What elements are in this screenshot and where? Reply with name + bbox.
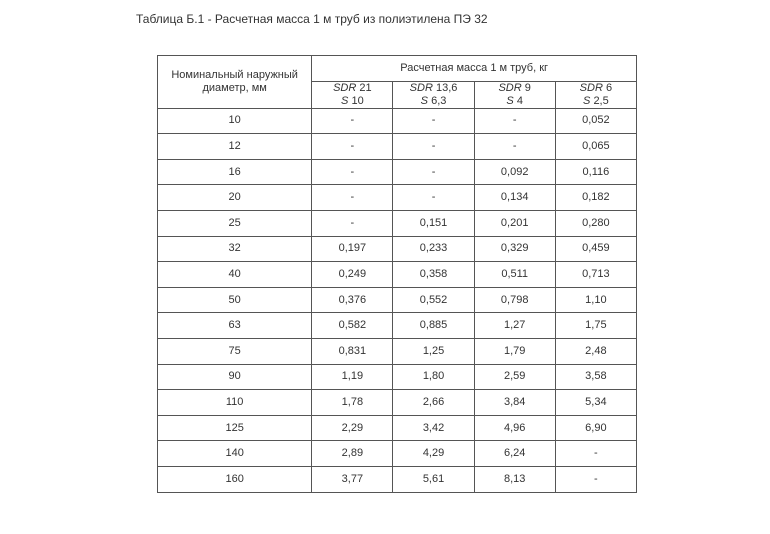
table-row bbox=[158, 466, 637, 492]
header-row-top bbox=[158, 56, 637, 82]
mass-cell: 0,092 bbox=[474, 159, 555, 185]
table-body bbox=[158, 108, 637, 492]
diameter-cell: 75 bbox=[158, 338, 312, 364]
table-row bbox=[158, 415, 637, 441]
mass-cell: 1,25 bbox=[393, 338, 474, 364]
diameter-cell: 140 bbox=[158, 441, 312, 467]
diameter-cell: 16 bbox=[158, 159, 312, 185]
mass-cell: 0,134 bbox=[474, 185, 555, 211]
table-row bbox=[158, 364, 637, 390]
mass-cell: 0,233 bbox=[393, 236, 474, 262]
mass-cell: 0,329 bbox=[474, 236, 555, 262]
mass-cell: 0,552 bbox=[393, 287, 474, 313]
mass-cell: 0,831 bbox=[312, 338, 393, 364]
mass-cell: - bbox=[393, 159, 474, 185]
diameter-cell: 40 bbox=[158, 262, 312, 288]
mass-cell: 3,77 bbox=[312, 466, 393, 492]
table-row bbox=[158, 159, 637, 185]
mass-cell: 2,59 bbox=[474, 364, 555, 390]
mass-cell: 0,065 bbox=[555, 134, 636, 160]
table-row bbox=[158, 338, 637, 364]
mass-cell: 3,42 bbox=[393, 415, 474, 441]
table-row bbox=[158, 262, 637, 288]
diameter-cell: 125 bbox=[158, 415, 312, 441]
mass-cell: - bbox=[312, 108, 393, 134]
mass-cell: 2,66 bbox=[393, 390, 474, 416]
diameter-cell: 90 bbox=[158, 364, 312, 390]
table-row bbox=[158, 313, 637, 339]
diameter-cell: 12 bbox=[158, 134, 312, 160]
mass-cell: 1,79 bbox=[474, 338, 555, 364]
mass-cell: - bbox=[555, 441, 636, 467]
mass-cell: 6,24 bbox=[474, 441, 555, 467]
table-row bbox=[158, 185, 637, 211]
table-row bbox=[158, 236, 637, 262]
mass-cell: 0,151 bbox=[393, 210, 474, 236]
mass-cell: 0,249 bbox=[312, 262, 393, 288]
mass-cell: 4,96 bbox=[474, 415, 555, 441]
mass-cell: - bbox=[312, 210, 393, 236]
mass-cell: 0,798 bbox=[474, 287, 555, 313]
mass-cell: 0,511 bbox=[474, 262, 555, 288]
mass-cell: 3,84 bbox=[474, 390, 555, 416]
sdr-header-3: SDR 9 S 4 bbox=[474, 81, 555, 108]
mass-column-group-header: Расчетная масса 1 м труб, кг bbox=[312, 56, 637, 82]
mass-cell: 0,201 bbox=[474, 210, 555, 236]
mass-cell: 1,75 bbox=[555, 313, 636, 339]
mass-cell: 2,48 bbox=[555, 338, 636, 364]
mass-cell: 1,10 bbox=[555, 287, 636, 313]
sdr-header-2: SDR 13,6 S 6,3 bbox=[393, 81, 474, 108]
mass-cell: - bbox=[312, 134, 393, 160]
table-row bbox=[158, 108, 637, 134]
mass-cell: 0,280 bbox=[555, 210, 636, 236]
mass-cell: 0,376 bbox=[312, 287, 393, 313]
diameter-cell: 25 bbox=[158, 210, 312, 236]
mass-cell: 0,197 bbox=[312, 236, 393, 262]
mass-cell: - bbox=[474, 108, 555, 134]
mass-cell: - bbox=[393, 185, 474, 211]
diameter-cell: 160 bbox=[158, 466, 312, 492]
mass-cell: 1,19 bbox=[312, 364, 393, 390]
mass-cell: 5,61 bbox=[393, 466, 474, 492]
table-row bbox=[158, 390, 637, 416]
mass-cell: 8,13 bbox=[474, 466, 555, 492]
diameter-header-line1: Номинальный наружный bbox=[171, 68, 298, 81]
diameter-cell: 50 bbox=[158, 287, 312, 313]
mass-cell: 3,58 bbox=[555, 364, 636, 390]
sdr-header-4: SDR 6 S 2,5 bbox=[555, 81, 636, 108]
mass-cell: 0,713 bbox=[555, 262, 636, 288]
diameter-cell: 32 bbox=[158, 236, 312, 262]
table-row bbox=[158, 210, 637, 236]
diameter-header-line2: диаметр, мм bbox=[202, 81, 267, 94]
table-row bbox=[158, 441, 637, 467]
diameter-cell: 63 bbox=[158, 313, 312, 339]
mass-cell: 0,582 bbox=[312, 313, 393, 339]
diameter-cell: 20 bbox=[158, 185, 312, 211]
table-row bbox=[158, 134, 637, 160]
pipe-mass-table bbox=[157, 55, 637, 493]
table-caption: Таблица Б.1 - Расчетная масса 1 м труб из полиэтилена ПЭ 32 bbox=[136, 12, 488, 26]
mass-cell: - bbox=[555, 466, 636, 492]
mass-cell: 0,885 bbox=[393, 313, 474, 339]
mass-cell: 2,29 bbox=[312, 415, 393, 441]
mass-cell: - bbox=[393, 108, 474, 134]
diameter-cell: 10 bbox=[158, 108, 312, 134]
mass-cell: 0,182 bbox=[555, 185, 636, 211]
mass-cell: 0,459 bbox=[555, 236, 636, 262]
table-header bbox=[158, 56, 637, 109]
mass-cell: - bbox=[312, 185, 393, 211]
diameter-cell: 110 bbox=[158, 390, 312, 416]
mass-cell: 1,78 bbox=[312, 390, 393, 416]
mass-cell: 2,89 bbox=[312, 441, 393, 467]
mass-cell: - bbox=[393, 134, 474, 160]
mass-cell: 0,358 bbox=[393, 262, 474, 288]
mass-cell: 6,90 bbox=[555, 415, 636, 441]
table-row bbox=[158, 287, 637, 313]
mass-cell: 5,34 bbox=[555, 390, 636, 416]
mass-cell: - bbox=[312, 159, 393, 185]
mass-cell: 1,80 bbox=[393, 364, 474, 390]
mass-cell: 0,116 bbox=[555, 159, 636, 185]
mass-cell: - bbox=[474, 134, 555, 160]
mass-cell: 4,29 bbox=[393, 441, 474, 467]
sdr-header-1: SDR 21 S 10 bbox=[312, 81, 393, 108]
diameter-column-header bbox=[158, 56, 312, 109]
mass-cell: 0,052 bbox=[555, 108, 636, 134]
mass-cell: 1,27 bbox=[474, 313, 555, 339]
